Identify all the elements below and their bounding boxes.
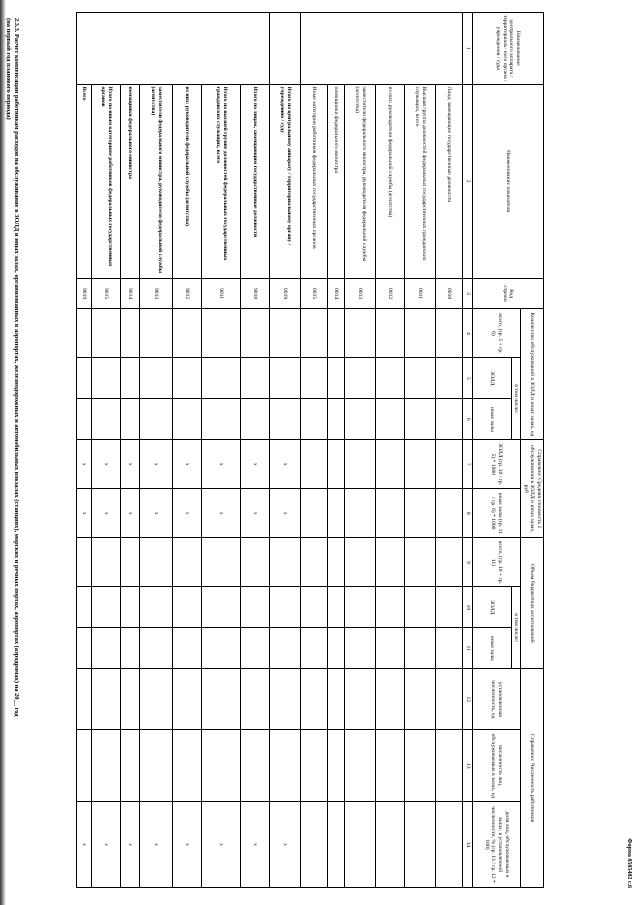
value-cell bbox=[345, 440, 376, 489]
header-avg-other: иные залы (гр. 11 / гр. 6) * 1000 bbox=[472, 489, 521, 538]
value-cell bbox=[345, 399, 376, 440]
table-row bbox=[92, 13, 121, 888]
indicator-label: Всего bbox=[77, 84, 92, 278]
value-cell bbox=[77, 399, 92, 440]
value-cell: x bbox=[241, 489, 270, 538]
value-cell bbox=[92, 587, 121, 628]
value-cell bbox=[328, 440, 345, 489]
row-code: 9013 bbox=[140, 278, 173, 309]
value-cell bbox=[77, 587, 92, 628]
indicator-label: Лица, замещающие государственные должности bbox=[436, 84, 463, 278]
header-other: иные залы bbox=[472, 628, 511, 669]
value-cell bbox=[202, 309, 241, 358]
value-cell bbox=[92, 399, 121, 440]
header-avgcost-group: Справочно: Средняя стоимость 1 обслуживания в ЗОЛД и иных залах, руб bbox=[521, 440, 544, 538]
header-row bbox=[521, 13, 544, 888]
value-cell bbox=[92, 538, 121, 587]
value-cell bbox=[405, 399, 436, 440]
value-cell bbox=[376, 730, 405, 802]
value-cell: x bbox=[173, 802, 202, 888]
row-code: 0010 bbox=[436, 278, 463, 309]
indicator-label: Итого по высшей группе должностей федеральных государственных гражданских служащих, всего bbox=[202, 84, 241, 278]
value-cell: x bbox=[121, 802, 140, 888]
row-code: 0015 bbox=[301, 278, 328, 309]
value-cell bbox=[77, 730, 92, 802]
value-cell bbox=[376, 358, 405, 399]
value-cell bbox=[328, 489, 345, 538]
org-name-cell bbox=[301, 13, 463, 85]
value-cell bbox=[140, 358, 173, 399]
value-cell bbox=[436, 730, 463, 802]
column-number: 14 bbox=[463, 802, 473, 888]
value-cell: x bbox=[140, 440, 173, 489]
value-cell bbox=[328, 399, 345, 440]
table-row bbox=[436, 13, 463, 888]
row-code: 9019 bbox=[77, 278, 92, 309]
table-row bbox=[270, 13, 301, 888]
row-code: 0019 bbox=[270, 278, 301, 309]
value-cell bbox=[270, 669, 301, 730]
value-cell bbox=[77, 309, 92, 358]
value-cell bbox=[405, 440, 436, 489]
value-cell bbox=[121, 358, 140, 399]
value-cell bbox=[270, 730, 301, 802]
value-cell: x bbox=[77, 802, 92, 888]
value-cell: x bbox=[270, 489, 301, 538]
value-cell bbox=[173, 358, 202, 399]
value-cell: x bbox=[121, 440, 140, 489]
value-cell: x bbox=[241, 440, 270, 489]
value-cell bbox=[202, 587, 241, 628]
header-staff-group: Справочно: Численность работников bbox=[521, 669, 544, 888]
value-cell bbox=[328, 538, 345, 587]
header-other: иные залы bbox=[472, 399, 511, 440]
value-cell bbox=[436, 358, 463, 399]
value-cell bbox=[241, 309, 270, 358]
value-cell bbox=[405, 730, 436, 802]
value-cell bbox=[328, 309, 345, 358]
value-cell bbox=[140, 587, 173, 628]
column-number: 5 bbox=[463, 358, 473, 399]
row-code: 0011 bbox=[405, 278, 436, 309]
header-staff-share: доля лиц, обслуживаемых в залах, в установленной численности, % (гр. 13 / гр. 12 * 100) bbox=[472, 802, 521, 888]
value-cell bbox=[376, 309, 405, 358]
value-cell bbox=[301, 730, 328, 802]
indicator-label: из них: руководители федеральной службы (агентства) bbox=[376, 84, 405, 278]
value-cell bbox=[92, 669, 121, 730]
value-cell bbox=[376, 669, 405, 730]
section-heading bbox=[4, 18, 20, 888]
value-cell bbox=[405, 489, 436, 538]
value-cell bbox=[436, 309, 463, 358]
table-row bbox=[202, 13, 241, 888]
row-code: 9014 bbox=[121, 278, 140, 309]
value-cell bbox=[405, 802, 436, 888]
header-staff-set: установленная численность, ед bbox=[472, 669, 521, 730]
value-cell bbox=[140, 538, 173, 587]
value-cell bbox=[405, 669, 436, 730]
header-staff-served: численность лиц, обслуживаемых в залах, ед bbox=[472, 730, 521, 802]
value-cell bbox=[241, 628, 270, 669]
value-cell bbox=[77, 669, 92, 730]
value-cell bbox=[202, 669, 241, 730]
value-cell bbox=[345, 628, 376, 669]
value-cell bbox=[241, 730, 270, 802]
value-cell bbox=[376, 399, 405, 440]
value-cell bbox=[436, 628, 463, 669]
value-cell bbox=[140, 309, 173, 358]
value-cell bbox=[301, 489, 328, 538]
value-cell bbox=[270, 309, 301, 358]
value-cell bbox=[436, 399, 463, 440]
value-cell bbox=[301, 587, 328, 628]
heading-line-1: 2.3.3. Расчет компенсации работникам расходов на обслуживание в ЗОЛД и иных залах, организованных в аэропортах, железнодорожных и автомобильных вокзалах (станциях), морских и речных портах, аэропортах (аэродромах) на 20__ год bbox=[13, 18, 20, 717]
value-cell bbox=[301, 358, 328, 399]
value-cell bbox=[121, 730, 140, 802]
value-cell bbox=[121, 309, 140, 358]
value-cell bbox=[376, 587, 405, 628]
value-cell bbox=[121, 587, 140, 628]
value-cell bbox=[345, 489, 376, 538]
value-cell bbox=[92, 730, 121, 802]
column-number: 1 bbox=[463, 13, 473, 85]
column-number: 3 bbox=[463, 278, 473, 309]
value-cell bbox=[301, 399, 328, 440]
value-cell: x bbox=[202, 440, 241, 489]
value-cell bbox=[173, 669, 202, 730]
value-cell bbox=[345, 538, 376, 587]
indicator-label: Итого по центральному аппарату / территориальному органу / учреждению / суду bbox=[270, 84, 301, 278]
value-cell bbox=[173, 587, 202, 628]
header-total-count: всего, (гр. 5 + гр. 6) bbox=[472, 309, 521, 358]
value-cell bbox=[405, 358, 436, 399]
value-cell: x bbox=[77, 489, 92, 538]
value-cell bbox=[173, 399, 202, 440]
value-cell bbox=[328, 730, 345, 802]
value-cell bbox=[241, 399, 270, 440]
value-cell bbox=[436, 489, 463, 538]
table-row bbox=[241, 13, 270, 888]
value-cell bbox=[301, 628, 328, 669]
value-cell: x bbox=[270, 440, 301, 489]
header-zold: ЗОЛД bbox=[472, 587, 511, 628]
value-cell bbox=[328, 802, 345, 888]
table-row bbox=[345, 13, 376, 888]
table-row bbox=[140, 13, 173, 888]
value-cell bbox=[436, 669, 463, 730]
value-cell: x bbox=[92, 489, 121, 538]
header-indicator: Наименование показателя bbox=[472, 84, 543, 278]
value-cell: x bbox=[92, 802, 121, 888]
value-cell bbox=[241, 358, 270, 399]
value-cell bbox=[345, 802, 376, 888]
value-cell bbox=[202, 399, 241, 440]
column-number: 2 bbox=[463, 84, 473, 278]
indicator-label: помощники федерального министра bbox=[328, 84, 345, 278]
value-cell bbox=[202, 538, 241, 587]
heading-line-2: (на первый год планового периода) bbox=[5, 18, 12, 120]
value-cell bbox=[202, 628, 241, 669]
value-cell bbox=[376, 489, 405, 538]
value-cell: x bbox=[140, 802, 173, 888]
value-cell bbox=[77, 358, 92, 399]
value-cell bbox=[270, 538, 301, 587]
value-cell bbox=[121, 399, 140, 440]
value-cell bbox=[345, 358, 376, 399]
table-row bbox=[121, 13, 140, 888]
org-name-cell bbox=[77, 13, 270, 85]
value-cell bbox=[301, 669, 328, 730]
value-cell bbox=[301, 538, 328, 587]
value-cell bbox=[345, 587, 376, 628]
column-numbers-row bbox=[463, 13, 473, 888]
indicator-label: заместители федерального министра, руководителя федеральной службы (агентства) bbox=[345, 84, 376, 278]
value-cell bbox=[345, 309, 376, 358]
value-cell bbox=[376, 802, 405, 888]
header-budget-total: всего, (гр. 10 + гр. 11) bbox=[472, 538, 521, 587]
value-cell bbox=[241, 669, 270, 730]
value-cell bbox=[140, 730, 173, 802]
value-cell bbox=[436, 802, 463, 888]
header-zold: ЗОЛД bbox=[472, 358, 511, 399]
value-cell bbox=[301, 440, 328, 489]
value-cell bbox=[436, 587, 463, 628]
value-cell bbox=[173, 730, 202, 802]
header-budget-group: Объем бюджетных ассигнований bbox=[521, 538, 544, 669]
value-cell: x bbox=[173, 440, 202, 489]
indicator-label: заместители федерального министра, руководителя федеральной службы (агентства) bbox=[140, 84, 173, 278]
value-cell bbox=[121, 628, 140, 669]
row-code: 9011 bbox=[202, 278, 241, 309]
indicator-label: Итого по иным категориям работников федеральных государственных органов bbox=[92, 84, 121, 278]
table-row bbox=[376, 13, 405, 888]
value-cell bbox=[92, 309, 121, 358]
column-number: 12 bbox=[463, 669, 473, 730]
value-cell bbox=[270, 587, 301, 628]
column-number: 9 bbox=[463, 538, 473, 587]
indicator-label: из них: руководители федеральной службы (агентства) bbox=[173, 84, 202, 278]
form-number: Форма 0505402 с.6 bbox=[626, 838, 632, 888]
value-cell bbox=[328, 358, 345, 399]
value-cell bbox=[270, 399, 301, 440]
row-code: 9012 bbox=[173, 278, 202, 309]
column-number: 10 bbox=[463, 587, 473, 628]
column-number: 8 bbox=[463, 489, 473, 538]
row-code: 0013 bbox=[345, 278, 376, 309]
table-row bbox=[301, 13, 328, 888]
value-cell bbox=[121, 669, 140, 730]
value-cell bbox=[173, 538, 202, 587]
value-cell bbox=[202, 358, 241, 399]
indicator-label: помощники федерального министра bbox=[121, 84, 140, 278]
value-cell bbox=[270, 628, 301, 669]
value-cell bbox=[173, 628, 202, 669]
value-cell bbox=[140, 628, 173, 669]
header-including: в том числе: bbox=[511, 358, 521, 440]
value-cell: x bbox=[270, 802, 301, 888]
value-cell bbox=[140, 669, 173, 730]
column-number: 7 bbox=[463, 440, 473, 489]
header-avg-zold: ЗОЛД (гр. 10 / гр. 5) * 1000 bbox=[472, 440, 521, 489]
row-code: 0012 bbox=[376, 278, 405, 309]
value-cell bbox=[405, 587, 436, 628]
value-cell bbox=[301, 802, 328, 888]
table-row bbox=[173, 13, 202, 888]
value-cell bbox=[77, 538, 92, 587]
value-cell bbox=[270, 358, 301, 399]
value-cell bbox=[376, 628, 405, 669]
header-count-group: Количество обслуживаний в ЗОЛД и иных залах, ед bbox=[521, 309, 544, 440]
value-cell bbox=[92, 628, 121, 669]
value-cell bbox=[405, 538, 436, 587]
value-cell: x bbox=[121, 489, 140, 538]
value-cell bbox=[92, 358, 121, 399]
value-cell bbox=[121, 538, 140, 587]
value-cell bbox=[436, 440, 463, 489]
value-cell bbox=[405, 628, 436, 669]
value-cell bbox=[173, 309, 202, 358]
table-row bbox=[405, 13, 436, 888]
value-cell: x bbox=[173, 489, 202, 538]
value-cell bbox=[436, 538, 463, 587]
indicator-label: Иные категории работников федеральных государственных органов bbox=[301, 84, 328, 278]
header-including: в том числе: bbox=[511, 587, 521, 669]
column-number: 6 bbox=[463, 399, 473, 440]
table-row bbox=[328, 13, 345, 888]
column-number: 11 bbox=[463, 628, 473, 669]
value-cell bbox=[345, 669, 376, 730]
value-cell bbox=[301, 309, 328, 358]
value-cell: x bbox=[202, 489, 241, 538]
indicator-label: Высшая группа должностей федеральных государственных гражданских служащих, всего bbox=[405, 84, 436, 278]
row-code: 0014 bbox=[328, 278, 345, 309]
value-cell bbox=[376, 440, 405, 489]
value-cell: x bbox=[202, 802, 241, 888]
row-code: 9010 bbox=[241, 278, 270, 309]
value-cell: x bbox=[140, 489, 173, 538]
value-cell bbox=[328, 587, 345, 628]
indicator-label: Итого по лицам, замещающим государственные должности bbox=[241, 84, 270, 278]
value-cell bbox=[376, 538, 405, 587]
value-cell bbox=[241, 538, 270, 587]
column-number: 4 bbox=[463, 309, 473, 358]
value-cell bbox=[328, 628, 345, 669]
table-row bbox=[77, 13, 92, 888]
value-cell: x bbox=[92, 440, 121, 489]
header-code: Код строки bbox=[472, 278, 543, 309]
value-cell bbox=[328, 669, 345, 730]
calculation-table bbox=[76, 12, 544, 888]
value-cell bbox=[140, 399, 173, 440]
value-cell bbox=[405, 309, 436, 358]
header-org: Наименование центрального аппарата / территориаль- ного органа / учреждения / суда bbox=[472, 13, 543, 85]
row-code: 9015 bbox=[92, 278, 121, 309]
value-cell bbox=[345, 730, 376, 802]
value-cell: x bbox=[77, 440, 92, 489]
value-cell bbox=[202, 730, 241, 802]
value-cell: x bbox=[241, 802, 270, 888]
org-name-cell bbox=[270, 13, 301, 85]
column-number: 13 bbox=[463, 730, 473, 802]
value-cell bbox=[241, 587, 270, 628]
value-cell bbox=[77, 628, 92, 669]
